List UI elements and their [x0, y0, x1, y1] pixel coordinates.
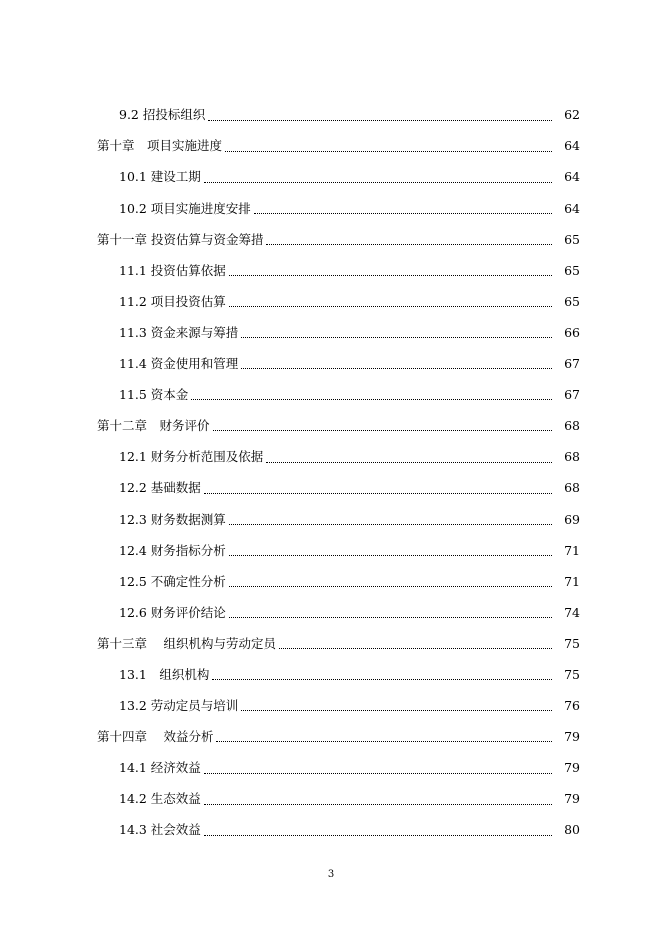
table-of-contents	[0, 100, 662, 846]
dot-leader	[213, 429, 552, 431]
toc-entry-page: 79	[564, 791, 580, 807]
dot-leader	[204, 181, 552, 183]
toc-entry-page: 68	[564, 418, 580, 434]
toc-entry-label: 13.1 组织机构	[119, 666, 210, 682]
toc-chapter-entry[interactable]	[0, 629, 662, 660]
toc-entry[interactable]	[0, 473, 662, 504]
toc-entry-page: 71	[564, 573, 580, 589]
dot-leader	[241, 367, 552, 369]
toc-entry-label: 12.5 不确定性分析	[119, 573, 226, 589]
toc-entry-page: 67	[564, 387, 580, 403]
toc-entry-label: 12.6 财务评价结论	[119, 604, 226, 620]
toc-entry-page: 76	[564, 698, 580, 714]
toc-entry-label: 11.5 资本金	[119, 387, 189, 403]
toc-entry-page: 64	[564, 138, 580, 154]
dot-leader	[229, 616, 552, 618]
toc-entry-page: 65	[564, 231, 580, 247]
toc-entry[interactable]	[0, 784, 662, 815]
toc-entry[interactable]	[0, 318, 662, 349]
toc-entry[interactable]	[0, 535, 662, 566]
toc-entry[interactable]	[0, 380, 662, 411]
dot-leader	[204, 492, 552, 494]
toc-chapter-entry[interactable]	[0, 411, 662, 442]
dot-leader	[204, 772, 552, 774]
toc-entry-label: 11.3 资金来源与筹措	[119, 324, 239, 340]
dot-leader	[204, 803, 552, 805]
dot-leader	[266, 243, 552, 245]
toc-entry[interactable]	[0, 100, 662, 131]
toc-entry[interactable]	[0, 504, 662, 535]
toc-entry-label: 11.4 资金使用和管理	[119, 356, 239, 372]
toc-entry[interactable]	[0, 349, 662, 380]
toc-entry[interactable]	[0, 660, 662, 691]
toc-entry[interactable]	[0, 255, 662, 286]
page-number: 3	[327, 869, 335, 880]
toc-entry-label: 12.3 财务数据测算	[119, 511, 226, 527]
toc-entry-page: 75	[564, 635, 580, 651]
toc-entry[interactable]	[0, 566, 662, 597]
toc-entry-label: 10.2 项目实施进度安排	[119, 200, 251, 216]
dot-leader	[212, 678, 552, 680]
toc-entry[interactable]	[0, 287, 662, 318]
toc-entry-label: 11.2 项目投资估算	[119, 293, 226, 309]
toc-entry-page: 64	[564, 200, 580, 216]
toc-entry[interactable]	[0, 162, 662, 193]
dot-leader	[241, 709, 552, 711]
toc-entry-label: 第十四章 效益分析	[97, 729, 214, 745]
toc-entry-label: 第十章 项目实施进度	[97, 138, 223, 154]
toc-entry-page: 65	[564, 262, 580, 278]
toc-entry-page: 65	[564, 293, 580, 309]
dot-leader	[254, 212, 552, 214]
toc-entry-label: 10.1 建设工期	[119, 169, 201, 185]
toc-entry-page: 68	[564, 449, 580, 465]
toc-entry-page: 69	[564, 511, 580, 527]
toc-entry-label: 第十一章 投资估算与资金筹措	[97, 231, 264, 247]
toc-entry-label: 14.3 社会效益	[119, 822, 201, 838]
toc-chapter-entry[interactable]	[0, 722, 662, 753]
toc-entry[interactable]	[0, 598, 662, 629]
dot-leader	[191, 398, 552, 400]
toc-entry-label: 12.2 基础数据	[119, 480, 201, 496]
dot-leader	[266, 461, 552, 463]
dot-leader	[225, 150, 552, 152]
toc-entry-label: 11.1 投资估算依据	[119, 262, 226, 278]
dot-leader	[208, 119, 552, 121]
toc-chapter-entry[interactable]	[0, 131, 662, 162]
toc-entry-page: 67	[564, 356, 580, 372]
toc-entry-label: 14.2 生态效益	[119, 791, 201, 807]
toc-entry-label: 9.2 招投标组织	[119, 107, 206, 123]
dot-leader	[229, 305, 552, 307]
toc-entry[interactable]	[0, 691, 662, 722]
dot-leader	[216, 740, 552, 742]
toc-entry-page: 79	[564, 760, 580, 776]
toc-chapter-entry[interactable]	[0, 224, 662, 255]
dot-leader	[204, 834, 552, 836]
toc-entry-page: 79	[564, 729, 580, 745]
dot-leader	[229, 585, 552, 587]
toc-entry[interactable]	[0, 815, 662, 846]
dot-leader	[241, 336, 552, 338]
toc-entry-page: 66	[564, 324, 580, 340]
toc-entry-page: 74	[564, 604, 580, 620]
toc-entry[interactable]	[0, 442, 662, 473]
toc-entry-page: 75	[564, 666, 580, 682]
toc-entry-page: 71	[564, 542, 580, 558]
dot-leader	[279, 647, 552, 649]
toc-entry-label: 第十二章 财务评价	[97, 418, 210, 434]
dot-leader	[229, 523, 552, 525]
toc-entry-page: 68	[564, 480, 580, 496]
toc-entry-label: 第十三章 组织机构与劳动定员	[97, 635, 276, 651]
toc-entry[interactable]	[0, 753, 662, 784]
toc-entry-label: 12.4 财务指标分析	[119, 542, 226, 558]
toc-entry-page: 64	[564, 169, 580, 185]
toc-entry-page: 62	[564, 107, 580, 123]
toc-entry-page: 80	[564, 822, 580, 838]
toc-entry-label: 12.1 财务分析范围及依据	[119, 449, 264, 465]
toc-entry-label: 14.1 经济效益	[119, 760, 201, 776]
dot-leader	[229, 554, 552, 556]
dot-leader	[229, 274, 552, 276]
toc-entry-label: 13.2 劳动定员与培训	[119, 698, 239, 714]
toc-entry[interactable]	[0, 193, 662, 224]
